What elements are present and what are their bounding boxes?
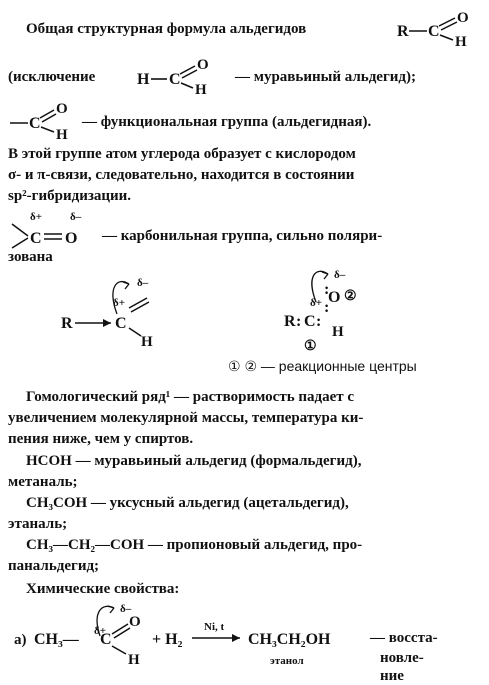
svg-text:R: R bbox=[284, 313, 296, 330]
svg-text:ние: ние bbox=[380, 668, 404, 684]
svg-text:H: H bbox=[137, 71, 150, 88]
svg-text:+ H₂: + H₂ bbox=[152, 631, 183, 648]
svg-text:C: C bbox=[115, 315, 127, 332]
svg-text:O: O bbox=[65, 230, 78, 247]
general-formula-text: Общая структурная формула альдегидов bbox=[26, 21, 307, 37]
svg-text::: : bbox=[296, 313, 302, 330]
aldehyde-polarization-diagram bbox=[55, 270, 175, 350]
homolog-line-6: CH₃COH — уксусный альдегид (ацетальдегид), bbox=[26, 495, 349, 511]
atom-h: H bbox=[455, 34, 467, 46]
svg-text:δ–: δ– bbox=[70, 211, 82, 223]
svg-text:а): а) bbox=[14, 632, 27, 648]
atom-r: R bbox=[397, 23, 409, 40]
formaldehyde-formula bbox=[135, 54, 215, 94]
intro-line-2-end: — муравьиный альдегид); bbox=[235, 69, 416, 85]
center-2-marker: ② bbox=[344, 289, 357, 304]
functional-group-formula bbox=[8, 98, 78, 140]
svg-text:C: C bbox=[30, 230, 42, 247]
homolog-line-3: пения ниже, чем у спиртов. bbox=[8, 431, 194, 447]
svg-text:δ–: δ– bbox=[334, 269, 346, 281]
svg-text:— восста-: — восста- bbox=[370, 630, 438, 646]
svg-text:C: C bbox=[169, 71, 181, 88]
intro-line-8: зована bbox=[8, 249, 53, 265]
chem-properties-title: Химические свойства: bbox=[26, 581, 180, 597]
svg-text:O: O bbox=[129, 614, 141, 630]
atom-o: O bbox=[457, 10, 469, 26]
svg-text:O: O bbox=[56, 101, 68, 117]
center-1-marker: ① bbox=[304, 339, 317, 354]
svg-text:новле-: новле- bbox=[380, 650, 424, 666]
svg-text:CH₃—: CH₃— bbox=[34, 631, 79, 648]
svg-text:δ+: δ+ bbox=[94, 625, 106, 637]
reaction-conditions: Ni, t bbox=[204, 621, 225, 633]
aldehyde-general-formula bbox=[395, 6, 485, 46]
svg-text:O: O bbox=[197, 57, 209, 73]
reaction-centers-diagram bbox=[270, 262, 400, 358]
homolog-line-5: метаналь; bbox=[8, 474, 78, 490]
svg-text:H: H bbox=[195, 82, 207, 94]
svg-text:δ+: δ+ bbox=[30, 211, 42, 223]
svg-text::: : bbox=[324, 299, 330, 316]
svg-text:O: O bbox=[328, 289, 341, 306]
svg-text:CH₃CH₂OH: CH₃CH₂OH bbox=[248, 631, 331, 648]
intro-line-4: В этой группе атом углерода образует с кислородом bbox=[8, 146, 356, 162]
homolog-line-8: CH₃—CH₂—COH — пропионовый альдегид, про- bbox=[26, 537, 363, 553]
homolog-line-1: Гомологический ряд¹ — растворимость падает с bbox=[26, 389, 355, 405]
intro-line-2-start: (исключение bbox=[8, 69, 96, 85]
svg-text:δ–: δ– bbox=[137, 277, 149, 289]
intro-line-6: sp²-гибридизации. bbox=[8, 188, 132, 204]
svg-text:δ+: δ+ bbox=[113, 297, 125, 309]
svg-text:H: H bbox=[332, 324, 344, 340]
svg-text:C: C bbox=[304, 313, 316, 330]
svg-text:δ–: δ– bbox=[120, 603, 132, 615]
svg-text:H: H bbox=[128, 652, 140, 668]
svg-text:H: H bbox=[56, 127, 68, 140]
intro-line-3: — функциональная группа (альдегидная). bbox=[82, 114, 372, 130]
carbonyl-group-formula bbox=[8, 208, 108, 252]
intro-line-1 bbox=[26, 20, 306, 38]
svg-text:C: C bbox=[29, 115, 41, 132]
svg-text:R: R bbox=[61, 315, 73, 332]
homolog-line-2: увеличением молекулярной массы, температура ки- bbox=[8, 410, 364, 426]
reaction-centers-caption: ① ② — реакционные центры bbox=[228, 358, 417, 374]
homolog-line-4: HCOH — муравьиный альдегид (формальдегид), bbox=[26, 453, 362, 469]
svg-text:этанол: этанол bbox=[270, 655, 304, 667]
svg-text::: : bbox=[316, 313, 322, 330]
intro-line-5: σ- и π-связи, следовательно, находится в состоянии bbox=[8, 167, 355, 183]
svg-text:δ+: δ+ bbox=[310, 297, 322, 309]
homolog-line-9: панальдегид; bbox=[8, 558, 100, 574]
homolog-line-7: этаналь; bbox=[8, 516, 68, 532]
svg-text::: : bbox=[324, 281, 330, 298]
intro-line-7: — карбонильная группа, сильно поляри- bbox=[102, 228, 383, 244]
svg-text:H: H bbox=[141, 334, 153, 350]
svg-text:C: C bbox=[100, 631, 112, 648]
atom-c: C bbox=[428, 23, 440, 40]
reaction-a-equation bbox=[8, 596, 488, 685]
